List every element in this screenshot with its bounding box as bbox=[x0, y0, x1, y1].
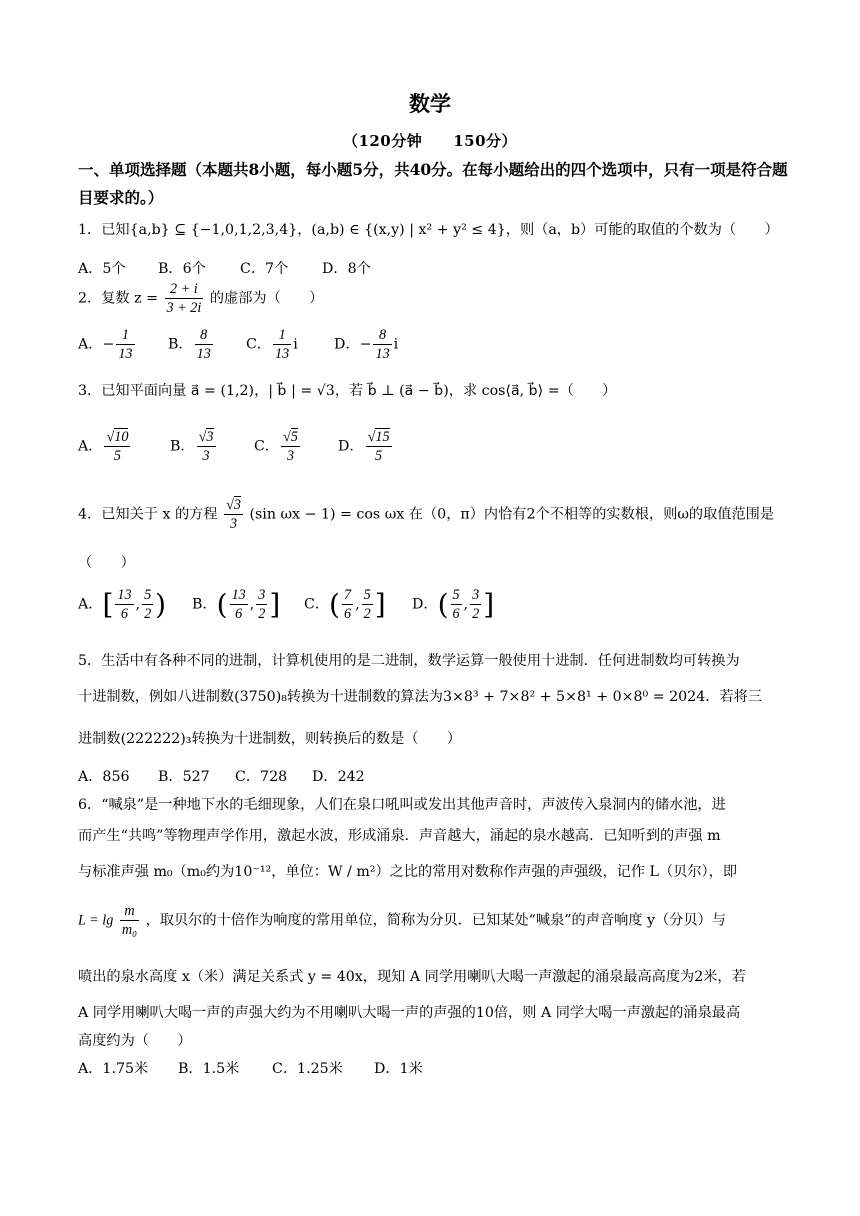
section-heading: 一、单项选择题（本题共8小题，每小题5分，共40分。在每小题给出的四个选项中，只有一项是符合题目要求的。） bbox=[78, 160, 788, 207]
formula-fraction bbox=[120, 902, 139, 939]
q2-denominator: 3 + 2i bbox=[166, 300, 202, 316]
radicand: 10 bbox=[114, 429, 129, 445]
q4-option-b: B．( $\frac{13}{6}$ , $\frac{3}{2}$ ] bbox=[192, 587, 281, 622]
interval-lower bbox=[342, 586, 353, 623]
option-denominator: 13 bbox=[375, 346, 390, 362]
question-5-line-2: 十进制数，例如八进制数(3750)₈转换为十进制数的算法为3×8³ + 7×8² + 5×8¹ + 0×8⁰ = 2024．若将三 bbox=[78, 689, 762, 705]
option-fraction bbox=[281, 428, 300, 465]
interval-open: ( bbox=[216, 588, 228, 621]
option-sign: − bbox=[102, 336, 115, 353]
interval-open: ( bbox=[437, 588, 449, 621]
q6-option-b: B．1.5米 bbox=[178, 1061, 240, 1077]
q1-option-c: C．7个 bbox=[240, 261, 289, 277]
question-2 bbox=[78, 280, 323, 317]
option-denominator: 13 bbox=[275, 346, 290, 362]
radicand: 15 bbox=[375, 429, 390, 445]
q1-option-a: A．5个 bbox=[78, 261, 126, 277]
question-6-line-3: 与标准声强 m₀（m₀约为10⁻¹²，单位：W / m²）之比的常用对数称作声强的声强级，记作 L（贝尔），即 bbox=[78, 864, 738, 880]
question-4 bbox=[78, 496, 774, 533]
option-numerator: 1 bbox=[273, 326, 291, 345]
question-5-line-3: 进制数(222222)₃转换为十进制数，则转换后的数是（ ） bbox=[78, 731, 462, 747]
formula-numerator: m bbox=[120, 902, 139, 921]
interval-upper bbox=[256, 586, 267, 623]
question-3: 3．已知平面向量 a⃗ = (1,2)，| b⃗ | = √3，若 b⃗ ⊥ (a⃗ − b⃗)，求 cos⟨a⃗, b⃗⟩ =（ ） bbox=[78, 383, 617, 399]
option-denominator: 2 bbox=[258, 606, 266, 622]
option-letter: D． bbox=[412, 596, 438, 613]
q1-option-b: B．6个 bbox=[158, 261, 206, 277]
option-numerator: 3 bbox=[258, 587, 266, 603]
q3-option-b bbox=[170, 428, 218, 465]
interval-lower bbox=[230, 586, 248, 623]
q6-option-d: D．1米 bbox=[374, 1061, 423, 1077]
question-6-line-2: 而产生“共鸣”等物理声学作用，激起水波，形成涌泉．声音越大，涌起的泉水越高．已知听到的声强 m bbox=[78, 828, 721, 844]
q2-option-d bbox=[334, 326, 398, 363]
q4-fraction bbox=[224, 496, 243, 533]
option-suffix: i bbox=[293, 336, 298, 353]
question-6-line-5: 喷出的泉水高度 x（米）满足关系式 y = 40x，现知 A 同学用喇叭大喝一声激起的涌泉最高高度为2米，若 bbox=[78, 969, 746, 985]
option-denominator: 6 bbox=[120, 606, 129, 622]
formula-suffix: ，取贝尔的十倍作为响度的常用单位，简称为分贝．已知某处“喊泉”的声音响度 y（分贝）与 bbox=[145, 912, 726, 929]
q3-option-c bbox=[254, 428, 302, 465]
interval-upper bbox=[362, 586, 373, 623]
option-letter: D． bbox=[338, 438, 364, 455]
option-fraction bbox=[104, 428, 130, 465]
option-numerator: √3 bbox=[198, 429, 214, 445]
radicand: 3 bbox=[206, 429, 214, 445]
option-letter: C． bbox=[246, 336, 272, 353]
question-6-line-1: 6．“喊泉”是一种地下水的毛细现象，人们在泉口吼叫或发出其他声音时，声波传入泉洞内的储水池，进 bbox=[78, 797, 726, 813]
option-letter: C． bbox=[304, 596, 330, 613]
option-numerator: 13 bbox=[231, 587, 246, 603]
interval-upper bbox=[470, 586, 481, 623]
option-fraction bbox=[116, 326, 134, 363]
option-letter: A． bbox=[78, 596, 103, 613]
option-denominator: 6 bbox=[343, 606, 352, 622]
interval-upper bbox=[142, 586, 153, 623]
radicand: 5 bbox=[290, 429, 298, 445]
q4-suffix: (sin ωx − 1) = cos ωx 在（0，π）内恰有2个不相等的实数根，则ω的取值范围是 bbox=[249, 506, 775, 523]
option-denominator: 2 bbox=[144, 606, 152, 622]
question-5-line-1: 5．生活中有各种不同的进制，计算机使用的是二进制，数学运算一般使用十进制．任何进制数均可转换为 bbox=[78, 653, 740, 669]
option-letter: A． bbox=[78, 336, 103, 353]
option-numerator: 3 bbox=[472, 587, 480, 603]
question-6-line-4 bbox=[78, 902, 726, 939]
option-denominator: 2 bbox=[363, 606, 371, 622]
option-fraction bbox=[366, 428, 392, 465]
q5-option-a: A．856 bbox=[78, 769, 130, 785]
option-numerator: √5 bbox=[283, 429, 298, 445]
exam-duration-score: （120分钟 150分） bbox=[342, 132, 518, 150]
option-denominator: 3 bbox=[202, 448, 210, 464]
formula-denominator: m₀ bbox=[121, 922, 138, 938]
formula-prefix: L = lg bbox=[78, 912, 114, 929]
option-letter: C． bbox=[254, 438, 280, 455]
option-denominator: 13 bbox=[196, 346, 211, 362]
question-6-line-7: 高度约为（ ） bbox=[78, 1033, 192, 1049]
option-letter: B． bbox=[170, 438, 195, 455]
page-title: 数学 bbox=[409, 91, 451, 116]
option-denominator: 5 bbox=[375, 448, 383, 464]
question-6-line-6: A 同学用喇叭大喝一声的声强大约为不用喇叭大喝一声的声强的10倍，则 A 同学大喝一声激起的涌泉最高 bbox=[78, 1005, 741, 1021]
q2-option-a bbox=[78, 326, 137, 363]
option-denominator: 3 bbox=[286, 448, 295, 464]
option-denominator: 2 bbox=[472, 606, 480, 622]
q4-option-c: C．( $\frac{7}{6}$ , $\frac{5}{2}$ ] bbox=[304, 587, 386, 622]
q4-denominator: 3 bbox=[229, 516, 238, 532]
interval-close: ] bbox=[483, 588, 495, 621]
interval-open: ( bbox=[329, 588, 340, 621]
option-numerator: 8 bbox=[373, 326, 391, 345]
q6-option-a: A．1.75米 bbox=[78, 1061, 149, 1077]
option-numerator: 5 bbox=[452, 587, 460, 603]
option-numerator: 5 bbox=[144, 587, 152, 603]
interval-close: ] bbox=[269, 588, 281, 621]
option-fraction bbox=[373, 326, 391, 363]
option-numerator: √15 bbox=[367, 429, 390, 445]
option-numerator: 13 bbox=[117, 587, 132, 603]
option-letter: B． bbox=[168, 336, 193, 353]
option-numerator: 5 bbox=[363, 587, 371, 603]
option-denominator: 6 bbox=[452, 606, 460, 622]
option-fraction bbox=[273, 326, 291, 363]
q3-option-d bbox=[338, 428, 394, 465]
option-numerator: 8 bbox=[195, 326, 213, 345]
q4-option-d: D．( $\frac{5}{6}$ , $\frac{3}{2}$ ] bbox=[412, 587, 495, 622]
q4-option-a: A．[ $\frac{13}{6}$ , $\frac{5}{2}$ ) bbox=[78, 587, 167, 622]
q2-prefix: 2．复数 z = bbox=[78, 290, 158, 307]
question-1: 1．已知{a,b} ⊆ {−1,0,1,2,3,4}，(a,b) ∈ {(x,y) | x² + y² ≤ 4}，则（a，b）可能的取值的个数为（ ） bbox=[78, 222, 779, 238]
q5-option-c: C．728 bbox=[235, 769, 288, 785]
q2-numerator: 2 + i bbox=[165, 280, 204, 299]
interval-close: ] bbox=[374, 588, 386, 621]
q6-option-c: C．1.25米 bbox=[272, 1061, 343, 1077]
interval-open: [ bbox=[102, 588, 114, 621]
option-numerator: √10 bbox=[106, 429, 129, 445]
option-letter: A． bbox=[78, 438, 103, 455]
q1-option-d: D．8个 bbox=[322, 261, 371, 277]
q2-option-c bbox=[246, 326, 298, 363]
option-letter: D． bbox=[334, 336, 360, 353]
option-denominator: 6 bbox=[235, 606, 243, 622]
q2-suffix: 的虚部为（ ） bbox=[209, 290, 324, 307]
q4-numerator: √3 bbox=[226, 497, 241, 513]
option-fraction bbox=[195, 326, 213, 363]
interval-close: ) bbox=[155, 588, 167, 621]
q2-fraction bbox=[165, 280, 204, 317]
option-letter: B． bbox=[192, 596, 217, 613]
option-numerator: 1 bbox=[116, 326, 134, 345]
option-numerator: 7 bbox=[343, 587, 352, 603]
q3-option-a bbox=[78, 428, 132, 465]
q5-option-d: D．242 bbox=[312, 769, 365, 785]
option-sign: − bbox=[359, 336, 372, 353]
q2-option-b bbox=[168, 326, 215, 363]
option-suffix: i bbox=[393, 336, 399, 353]
option-denominator: 5 bbox=[113, 448, 121, 464]
q4-answer-paren: （ ） bbox=[78, 555, 135, 571]
option-fraction bbox=[197, 428, 216, 465]
interval-lower bbox=[115, 586, 133, 623]
option-denominator: 13 bbox=[118, 346, 133, 362]
radicand: 3 bbox=[233, 497, 241, 513]
q4-prefix: 4．已知关于 x 的方程 bbox=[78, 506, 218, 523]
interval-lower bbox=[451, 586, 462, 623]
q5-option-b: B．527 bbox=[158, 769, 210, 785]
